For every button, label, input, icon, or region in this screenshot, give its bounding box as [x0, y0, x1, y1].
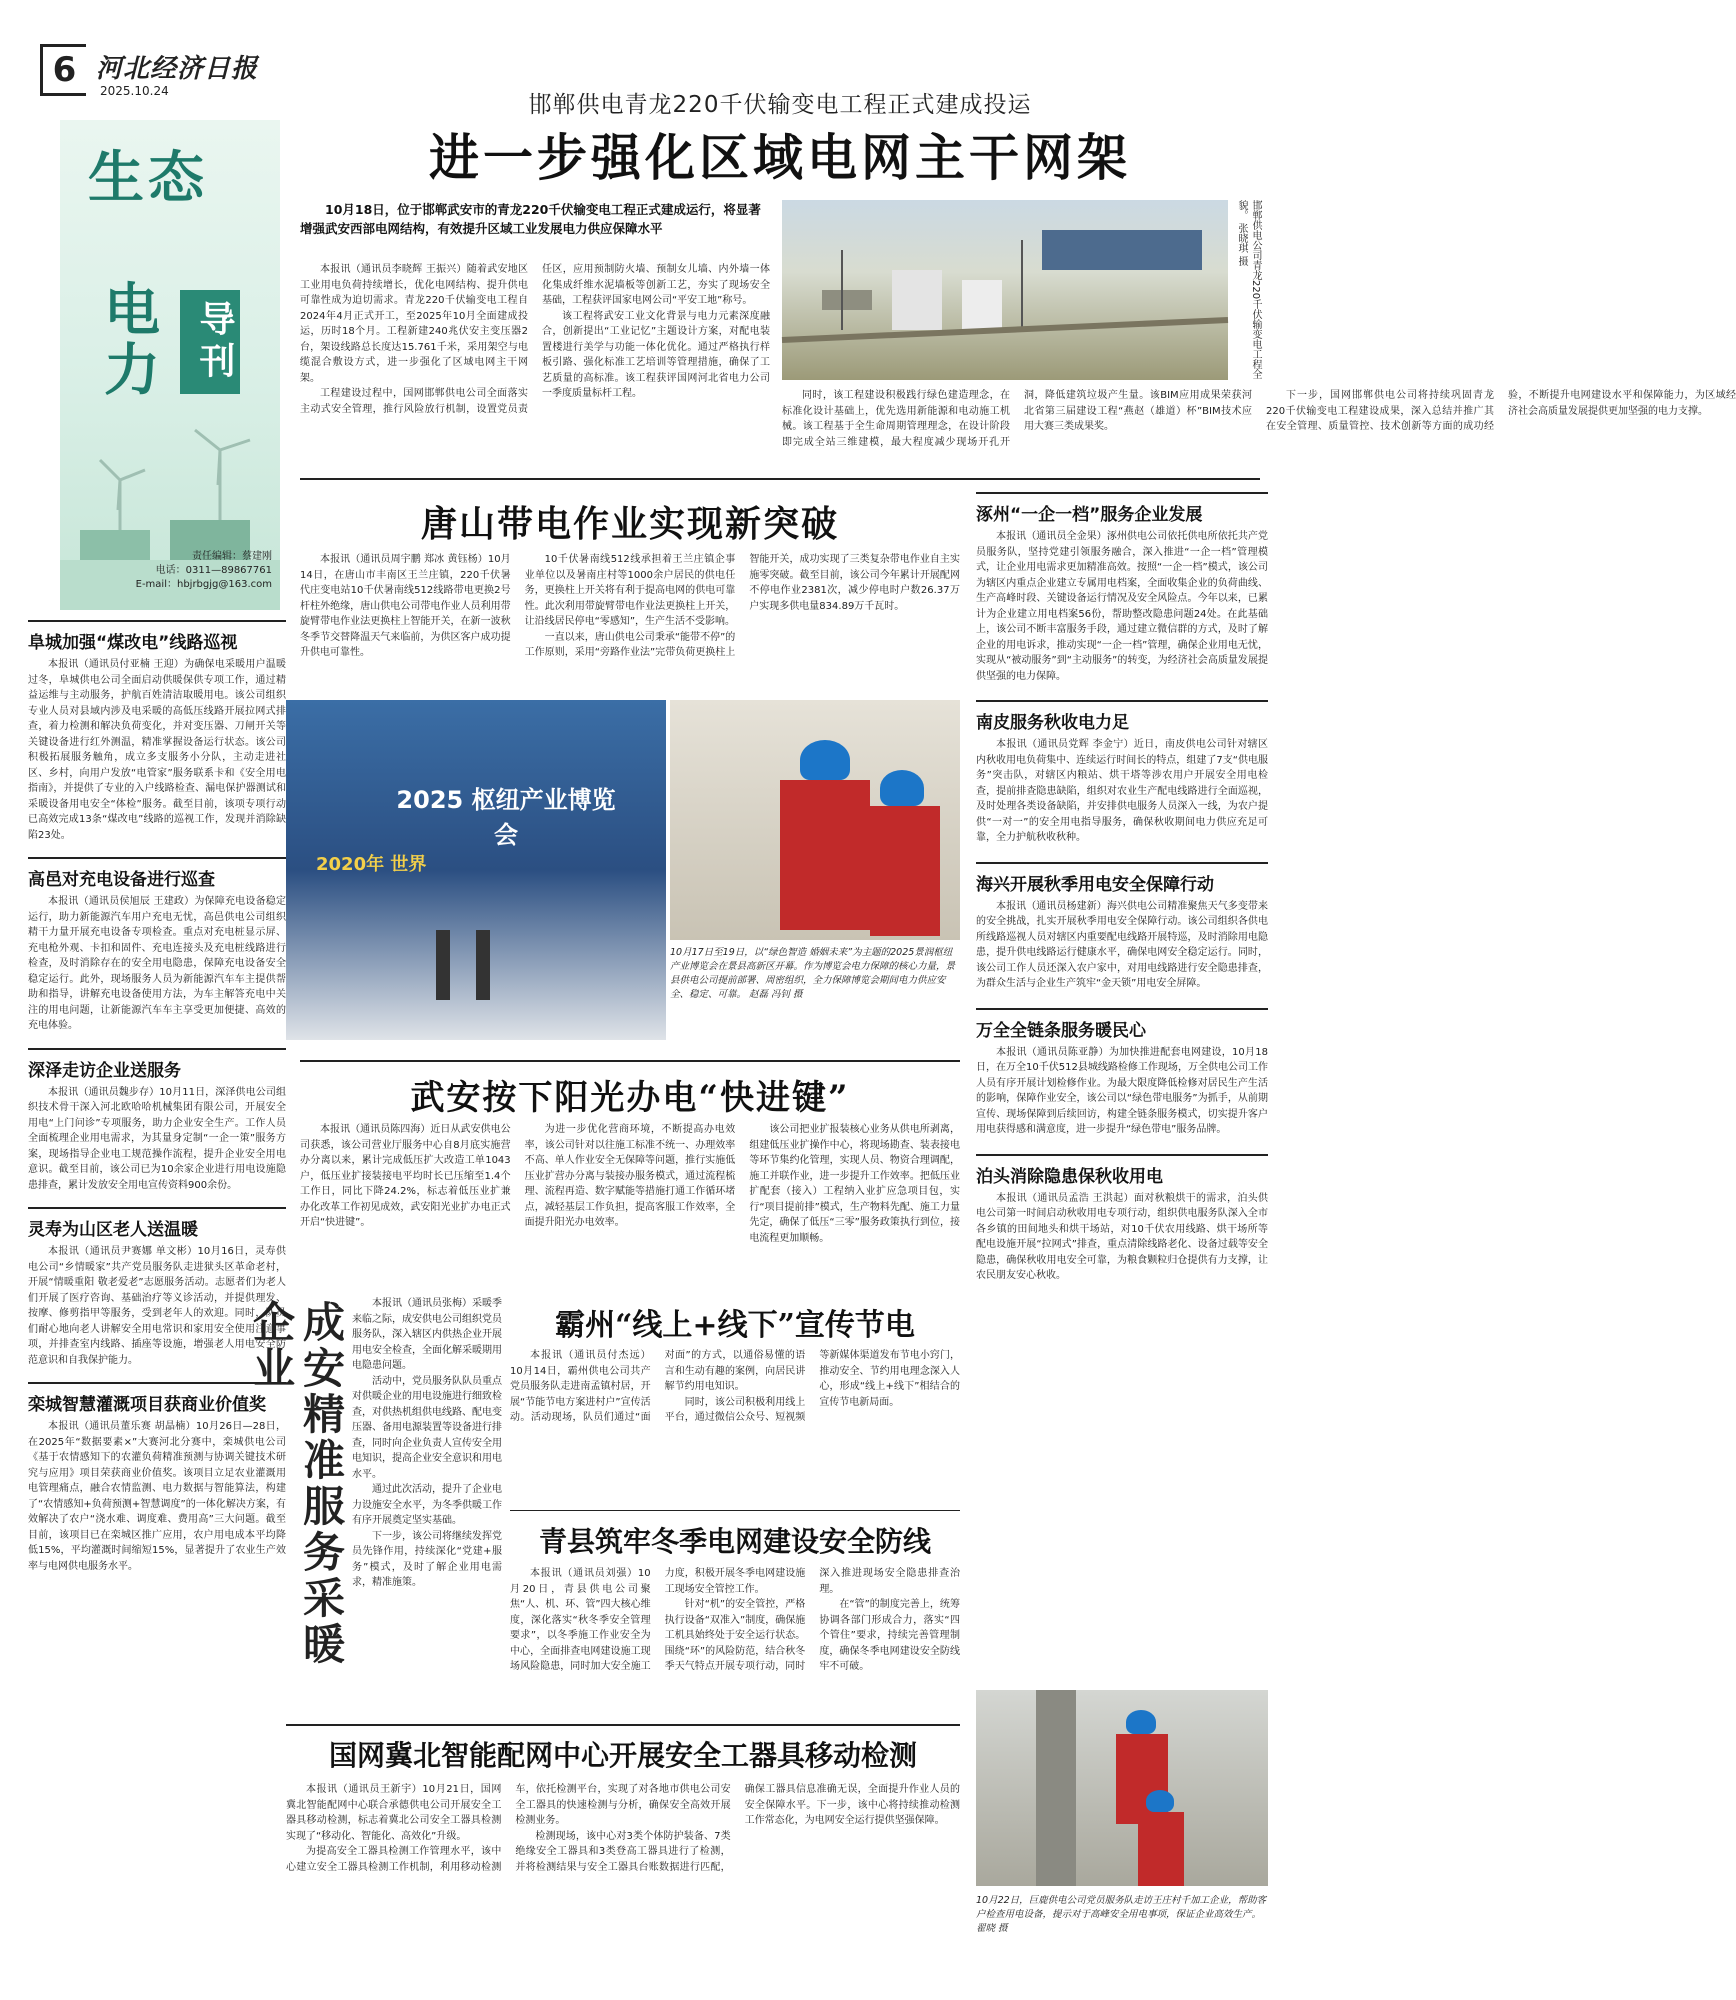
lead-paragraph: 本报讯（通讯员李晓辉 王振兴）随着武安地区工业用电负荷持续增长，优化电网结构、提升供电可靠性成为迫切需求。青龙220千伏输变电工程自2024年4月正式开工，至2025年10月全面建成投运，历时18个月。工程新建240兆伏安主变压器2台，架设线路总长度达15.761千米，采用架空与电缆混合敷设方式，进一步强化了区域电网主干网架。	[300, 264, 528, 384]
paper-name: 河北经济日报	[96, 54, 259, 84]
brief-body: 本报讯（通讯员党辉 李金宁）近日，南皮供电公司针对辖区内秋收用电负荷集中、连续运行时间长的特点，组建了7支“供电服务”突击队，对辖区内粮站、烘干塔等涉农用户开展安全用电检查，提前排查隐患缺陷，组织对农业生产配电线路进行全面巡视，及时处理各类设备缺陷，并安排供电服务人员深入一线，为农户提供“一对一”的安全用电指导服务，确保秋收期间电力供应充足可靠，全力护航秋收秋种。	[976, 739, 1268, 843]
tangshan-headline: 唐山带电作业实现新突破	[420, 503, 839, 545]
wuan-headline: 武安按下阳光办电“快进键”	[410, 1078, 850, 1118]
brief-headline: 栾城智慧灌溉项目获商业价值奖	[28, 1382, 286, 1415]
qingxian-headline: 青县筑牢冬季电网建设安全防线	[538, 1525, 931, 1558]
tangshan-paragraph: 本报讯（通讯员周宇鹏 郑冰 黄钰杨）10月14日，在唐山市丰南区王兰庄镇，220千伏暑代庄变电站10千伏暑南线512线路带电更换2号杆柱外绝缘，唐山供电公司带电作业人员利用带旋臂带电作业法更换柱上智能开关，在新一波秋冬季节交替降温天气来临前，为供区客户成功提升供电可靠性。	[300, 554, 511, 658]
juLu-photo	[976, 1690, 1268, 1886]
tangshan-paragraph: 10千伏暑南线512线承担着王兰庄镇企事业单位以及暑南庄村等1000余户居民的供电任务，更换柱上开关将有利于提高电网的供电可靠性。此次利用带旋臂带电作业法更换柱上开关，让沿线居民停电“零感知”，生产生活不受影响。	[524, 554, 736, 627]
wuan-body	[300, 1122, 960, 1272]
substation-photo	[782, 200, 1228, 380]
qingxian-paragraph: 针对“机”的安全管控，严格执行设备“双准入”制度，确保施工机具始终处于安全运行状态。围绕“环”的风险防范，结合秋冬季天气特点开展专项行动，同时深入推进现场安全隐患排查治理。	[664, 1568, 960, 1672]
qingxian-paragraph: 本报讯（通讯员刘强）10月20日，青县供电公司聚焦“人、机、环、管”四大核心维度，深化落实“秋冬季安全管理要求”，以冬季施工作业安全为中心，全面排查电网建设施工现场风险隐患，同时加大安全施工力度，积极开展冬季电网建设施工现场安全管控工作。	[510, 1568, 806, 1672]
brief-headline: 深泽走访企业送服务	[28, 1048, 286, 1081]
lead-body-right	[782, 388, 1736, 464]
section-title-2: 电力	[95, 280, 161, 400]
expo-photo	[286, 700, 666, 1040]
lead-paragraph: 同时，该工程建设积极践行绿色建造理念，在标准化设计基础上，优先选用新能源和电动施工机械。该工程基于全生命周期管理理念，在设计阶段即完成全站三维建模，最大程度减少现场开孔开洞，降低建筑垃圾产生量。该BIM应用成果荣获河北省第三届建设工程“燕赵（雄道）杯”BIM技术应用大赛三类成果奖。	[782, 390, 1252, 448]
brief-headline: 泊头消除隐患保秋收用电	[976, 1154, 1268, 1187]
divider	[510, 1510, 960, 1511]
brief-body: 本报讯（通讯员侯旭辰 王建政）为保障充电设备稳定运行，助力新能源汽车用户充电无忧，高邑供电公司组织精干力量开展充电设备专项检查。重点对充电桩显示屏、充电枪外观、卡扣和固件、充电连接头及充电桩线路进行检查，及时消除存在的安全用电隐患，保障充电设备安全稳定运行。此外，现场服务人员为新能源汽车车主提供帮助和指导，讲解充电设备使用方法，为车主解答充电中关注的用电问题，让新能源汽车车主享受更加便捷、高效的充电体验。	[28, 896, 286, 1031]
lead-photo-caption: 邯郸供电公司青龙220千伏输变电工程全貌。 张晓琪 摄	[1236, 200, 1261, 380]
brief-body: 本报讯（通讯员尹赛娜 单文彬）10月16日，灵寿供电公司“乡情暖家”共产党员服务队走进狱头区革命老村，开展“情暖重阳 敬老爱老”志愿服务活动。志愿者们为老人们开展了医疗咨询、基础治疗等义诊活动，并提供理发、按摩、修剪指甲等服务，受到老年人的欢迎。同时，队员们耐心地向老人讲解安全用电常识和家用安全使用注意事项，并排查室内线路、插座等设施，增强老人用电安全防范意识和自我保护能力。	[28, 1246, 286, 1366]
phone: 电话：0311—89867761	[155, 565, 272, 576]
masthead	[40, 44, 280, 114]
expo-banner-2: 2020年 世界	[316, 854, 427, 875]
lead-paragraph: 该工程将武安工业文化背景与电力元素深度融合，创新提出“工业记忆”主题设计方案，对配电装置楼进行美学与功能一体化优化。通过严格执行样板引路、强化标准工艺培训等管理措施，确保了工艺质量的高标准。该工程获评国网河北省电力公司一季度质量标杆工程。	[542, 310, 770, 399]
chengan-headline: 成安精准服务采暖企业	[247, 1300, 346, 1668]
brief-headline: 海兴开展秋季用电安全保障行动	[976, 862, 1268, 895]
expo-photo-caption: 10月17日至19日，以“绿色智造 婚姻未来”为主题的2025景润枢纽产业博览会在景县高新区开幕。作为博览会电力保障的核心力量，景县供电公司提前部署、周密组织，全力保障博览会期间电力供应安全、稳定、可靠。 赵磊 冯钊 摄	[670, 947, 956, 1000]
brief-zhuozhou	[976, 492, 1268, 684]
qingxian-paragraph: 在“管”的制度完善上，统筹协调各部门形成合力，落实“四个管住”要求，持续完善管理制度，确保冬季电网建设安全防线牢不可破。	[819, 1599, 960, 1672]
jibei-paragraph: 检测现场，该中心对3类个体防护装备、7类绝缘安全工器具和3类登高工器具进行了检测，并将检测结果与安全工器具台账数据进行匹配，确保工器具信息准确无误，全面提升作业人员的安全保障水平。下一步，该中心将持续推动检测工作常态化，为电网安全运行提供坚强保障。	[515, 1784, 960, 1873]
page-number: 6	[40, 44, 86, 96]
section-title-1: 生态	[88, 145, 208, 211]
jibei-paragraph: 本报讯（通讯员王新宇）10月21日，国网冀北智能配网中心联合承德供电公司开展安全工器具移动检测，标志着冀北公司安全工器具检测实现了“移动化、智能化、高效化”升级。	[286, 1784, 502, 1842]
brief-nanpi	[976, 700, 1268, 846]
divider	[286, 1724, 960, 1726]
wuan-paragraph: 本报讯（通讯员陈四海）近日从武安供电公司获悉，该公司营业厅服务中心自8月底实施营办分离以来，累计完成低压扩大改造工单1043户，低压业扩接装接电平均时长已压缩至1.4个工作日，同比下降24.2%，标志着低压业扩兼办化改革工作初见成效，武安阳光业扩办电正式开启“快进键”。	[300, 1124, 511, 1228]
brief-shenze	[28, 1048, 286, 1194]
chengan-body	[352, 1296, 502, 1696]
wuan-paragraph: 该公司把业扩报装核心业务从供电所剥离，组建低压业扩操作中心，将现场勘查、装表接电等环节集约化管理，实现人员、物资合理调配，施工并联作业，进一步提升工作效率。把低压业扩配套（接入）工程纳入业扩应急项目包，实行“项目提前排”模式，生产物料先配、施工力量先定，确保了低压“三零”服务政策执行到位，接电流程更加顺畅。	[749, 1124, 960, 1244]
brief-body: 本报讯（通讯员付亚楠 王迎）为确保电采暖用户温暖过冬，阜城供电公司全面启动供暖保供专项工作，通过精益运维与主动服务，护航百姓清洁取暖用电。该公司组织专业人员对县域内涉及电采暖的高低压线路开展拉网式排查，着力检测和解决负荷变化，并对变压器、刀闸开关等关键设备进行红外测温，精准掌握设备运行状态。该公司积极拓展服务触角，成立多支服务小分队，主动走进社区、乡村，向用户发放“电管家”服务联系卡和《安全用电指南》，并提供了专业的入户线路检查、漏电保护器测试和采暖设备用电安全“体检”服务。截至目前，该项专项行动已高效完成13条“煤改电”线路的巡视工作，发现并消除缺陷23处。	[28, 659, 286, 841]
brief-body: 本报讯（通讯员杨建新）海兴供电公司精准聚焦天气多变带来的安全挑战，扎实开展秋季用电安全保障行动。该公司组织各供电所线路巡视人员对辖区内重要配电线路开展特巡，及时消除用电隐患，提升供电线路运行健康水平，确保电网安全稳定运行。同时，该公司工作人员还深入农户家中，对用电线路进行安全隐患排查，为群众生活与企业生产筑牢“金天锁”用电安全屏障。	[976, 900, 1268, 989]
section-banner	[60, 120, 280, 600]
lead-paragraph: 下一步，国网邯郸供电公司将持续巩固青龙220千伏输变电工程建设成果，深入总结并推广其在安全管理、质量管控、技术创新等方面的成功经验，不断提升电网建设水平和保障能力，为区域经济社会高质量发展提供更加坚强的电力支撑。	[1266, 390, 1736, 432]
brief-body: 本报讯（通讯员董乐赛 胡晶楠）10月26日—28日，在2025年“数据要素×”大赛河北分赛中，栾城供电公司《基于农情感知下的农灌负荷精准预测与协调关键技术研究与应用》项目荣获商业价值奖。该项目立足农业灌溉用电管理痛点，融合农情监测、电力数据与智能算法，构建了“农情感知+负荷预测+智慧调度”的一体化解决方案，有效解决了农户“浇水难、调度难、费用高”三大问题。截至目前，该项目已在栾城区推广应用，农户用电成本平均降低15%，平均灌溉时间缩短15%，显著提升了农业生产效率与电网供电服务水平。	[28, 1421, 286, 1572]
brief-wanquan	[976, 1008, 1268, 1138]
expo-banner: 2025 枢纽产业博览会	[396, 786, 616, 849]
editor-info	[136, 550, 272, 592]
bazhou-body	[510, 1348, 960, 1498]
jibei-body	[286, 1782, 960, 1962]
divider	[300, 1060, 960, 1062]
brief-headline: 高邑对充电设备进行巡查	[28, 857, 286, 890]
brief-gaoyi	[28, 857, 286, 1034]
left-briefs	[28, 620, 286, 1574]
wuan-paragraph: 为进一步优化营商环境，不断提高办电效率，该公司针对以往施工标准不统一、办理效率不高、单人作业安全无保障等问题，推行实施低压业扩营办分离与装接办服务模式，通过流程梳理、流程再造、数字赋能等措施打通工作循环堵点，减轻基层工作负担，提高客服工作效率，全面提升阳光办电效率。	[524, 1124, 736, 1228]
brief-body: 本报讯（通讯员孟浩 王洪起）面对秋粮烘干的需求，泊头供电公司第一时间启动秋收用电专项行动，组织供电服务队深入全市各乡镇的田间地头和烘干场站，对10千伏农用线路、烘干场所等配电设施开展“拉网式”排查，重点清除线路老化、设备过载等安全隐患，确保秋收用电安全可靠，为粮食颗粒归仓提供有力支撑，让农民朋友安心秋收。	[976, 1192, 1268, 1281]
divider	[300, 478, 1260, 480]
right-briefs	[976, 492, 1268, 1284]
brief-haixing	[976, 862, 1268, 992]
juLu-photo-caption: 10月22日，巨鹿供电公司党员服务队走访王庄村千加工企业，帮助客户检查用电设备，提示对于高峰安全用电事项，保证企业高效生产。 翟晓 摄	[976, 1895, 1267, 1934]
lead-summary: 10月18日，位于邯郸武安市的青龙220千伏输变电工程正式建成运行，将显著增强武安西部电网结构，有效提升区域工业发展电力供应保障水平	[300, 202, 761, 236]
bazhou-paragraph: 同时，该公司积极利用线上平台，通过微信公众号、短视频等新媒体渠道发布节电小窍门，推动安全、节约用电理念深入人心，形成“线上+线下”相结合的宣传节电新局面。	[664, 1350, 960, 1423]
chengan-paragraph: 活动中，党员服务队队员重点对供暖企业的用电设施进行细致检查，对供热机组供电线路、配电变压器、备用电源装置等设备进行排查，同时向企业负责人宣传安全用电知识，提高企业安全意识和用电水平。	[352, 1375, 502, 1480]
tangshan-paragraph: 一直以来，唐山供电公司秉承“能带不停”的工作原则，采用“旁路作业法”完带负荷更换柱上智能开关，成功实现了三类复杂带电作业自主实施零突破。截至目前，该公司今年累计开展配网不停电作业2381次，减少停电时户数26.37万户实现多供电量834.89万千瓦时。	[524, 554, 960, 658]
chengan-paragraph: 下一步，该公司将继续发挥党员先锋作用，持续深化“党建+服务”模式，及时了解企业用电需求，精准施策。	[352, 1530, 502, 1588]
qingxian-body	[510, 1566, 960, 1716]
brief-headline: 灵寿为山区老人送温暖	[28, 1207, 286, 1240]
brief-headline: 阜城加强“煤改电”线路巡视	[28, 620, 286, 653]
lead-kicker: 邯郸供电青龙220千伏输变电工程正式建成投运	[528, 92, 1032, 118]
substation-illustration	[782, 200, 1228, 380]
issue-date: 2025.10.24	[100, 84, 169, 98]
chengan-paragraph: 通过此次活动，提升了企业电力设施安全水平，为冬季供暖工作有序开展奠定坚实基础。	[352, 1484, 502, 1526]
bazhou-headline: 霸州“线上+线下”宣传节电	[555, 1308, 915, 1343]
brief-headline: 涿州“一企一档”服务企业发展	[976, 492, 1268, 525]
brief-body: 本报讯（通讯员陈亚静）为加快推进配套电网建设，10月18日，在万全10千伏512县城线路检修工作现场，万全供电公司工作人员有序开展计划检修作业。为最大限度降低检修对居民生产生活的影响，保障作业安全，该公司以“绿色带电服务”为抓手，从前期宣传、现场保障到后续回访，构建全链条服务模式，切实提升客户用电获得感和满意度，进一步提升“绿色带电”服务品牌。	[976, 1046, 1268, 1135]
lead-body-left	[300, 262, 770, 444]
brief-body: 本报讯（通讯员全金果）涿州供电公司依托供电所依托共产党员服务队，坚持党建引领服务融合，深入推进“一企一档”管理模式，让企业用电需求更加精准高效。按照“一企一档”模式，该公司为辖区内重点企业建立专属用电档案，全面收集企业的负荷曲线、生产高峰时段、关键设备运行情况及安全风险点。今年以来，已累计为企业建立用电档案56份，帮助整改隐患问题24处。在此基础上，该公司不断丰富服务手段，通过建立微信群的方式，及时了解企业的用电诉求，推动实现“一企一档”管理，确保企业用电无忧，实现从“被动服务”到“主动服务”的转变，为经济社会高质量发展提供坚强的电力保障。	[976, 531, 1268, 682]
tangshan-body	[300, 552, 960, 692]
brief-headline: 南皮服务秋收电力足	[976, 700, 1268, 733]
bazhou-paragraph: 本报讯（通讯员付杰远）10月14日，霸州供电公司共产党员服务队走进南孟镇村居，开展“节能节电方案进村户”宣传活动。活动现场，队员们通过“面对面”的方式，以通俗易懂的语言和生动有趣的案例，向居民讲解节约用电知识。	[510, 1350, 806, 1423]
brief-fucheng	[28, 620, 286, 843]
editor: 责任编辑：蔡建刚	[192, 551, 272, 562]
lead-paragraph: 工程建设过程中，国网邯郸供电公司全面落实主动式安全管理，推行风险放行机制，设置党员责任区，应用预制防火墙、预制女儿墙、内外墙一体化集成纤维水泥墙板等创新工艺，夯实了现场安全基础，工程获评国家电网公司“平安工地”称号。	[300, 264, 770, 415]
brief-luancheng	[28, 1382, 286, 1574]
email: E-mail：hbjrbgjg@163.com	[135, 579, 272, 590]
lead-headline: 进一步强化区域电网主干网架	[429, 128, 1131, 187]
workers-photo	[670, 700, 960, 940]
brief-botou	[976, 1154, 1268, 1284]
section-badge: 导刊	[180, 290, 240, 394]
jibei-headline: 国网冀北智能配网中心开展安全工器具移动检测	[328, 1739, 917, 1772]
brief-headline: 万全全链条服务暖民心	[976, 1008, 1268, 1041]
chengan-paragraph: 本报讯（通讯员张梅）采暖季来临之际，成安供电公司组织党员服务队，深入辖区内供热企业开展用电安全检查，全面化解采暖期用电隐患问题。	[352, 1298, 502, 1371]
jibei-paragraph: 为提高安全工器具检测工作管理水平，该中心建立安全工器具检测工作机制，利用移动检测车，依托检测平台，实现了对各地市供电公司安全工器具的快速检测与分析，确保安全高效开展检测业务。	[286, 1784, 731, 1873]
brief-body: 本报讯（通讯员魏步存）10月11日，深泽供电公司组织技术骨干深入河北欧哈哈机械集团有限公司，开展安全用电“上门问诊”专项服务，助力企业安全生产。工作人员全面梳理企业用电需求，为其量身定制“一企一策”服务方案，现场指导企业电工规范操作流程，提升企业安全用电意识。截至目前，该公司已为10余家企业进行用电设施隐患排查，累计发放安全用电宣传资料900余份。	[28, 1086, 286, 1191]
